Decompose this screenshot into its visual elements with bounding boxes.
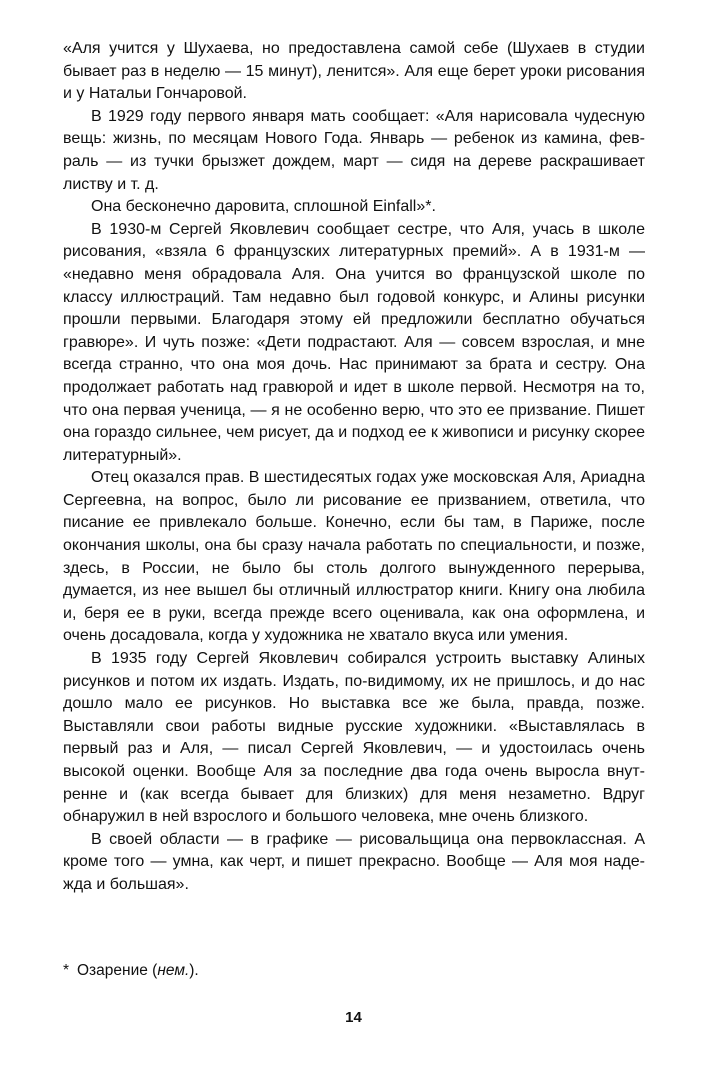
footnote bbox=[63, 960, 645, 982]
paragraph-3: Она бесконечно даровита, сплошной Einfall»*. bbox=[91, 198, 436, 216]
footnote-text: Озарение ( bbox=[77, 962, 158, 979]
footnote-mark: * bbox=[63, 962, 70, 979]
paragraph-7: В своей области — в графике — рисовальщица она первоклассная. А кроме того — умна, как черт, и пишет прекрасно. Вообще — Аля моя надежда и большая». bbox=[63, 830, 645, 893]
page-number: 14 bbox=[345, 1009, 362, 1026]
paragraph-4: В 1930-м Сергей Яковлевич сообщает сестре, что Аля, учась в школе рисования, «взяла 6 французских литературных премий». А в 1931-м — «недавно меня обрадовала Аля. Она учится во французской школе по классу иллюстраций. Там недавно был годовой конкурс, и Алины рисунки прошли первыми. Благодаря этому ей предложили бесплатно обучаться гравюре». И чуть позже: «Дети подрастают. Аля — совсем взрослая, и мне всегда странно, что она моя дочь. Нас принимают за брата и сестру. Она продолжает работать над гравюрой и идет в школе первой. Несмотря на то, что она первая ученица, — я не особенно верю, что это ее призвание. Пишет она гораздо сильнее, чем рисует, да и подход ее к живописи и рисунку скорее литературный». bbox=[63, 220, 645, 464]
paragraph-5: Отец оказался прав. В шестидесятых годах уже московская Аля, Ариадна Сергеевна, на вопрос, было ли рисование ее призванием, ответила, что писание ее привлекало больше. Конечно, если бы там, в Париже, после окончания школы, она бы сразу начала работать по специальности, и позже, здесь, в России, не было бы столь долгого вынужденного перерыва, думается, из нее вышел бы отличный иллюстратор книги. Книгу она любила и, беря ее в руки, всегда прежде всего оценивала, как она оформлена, и очень досадовала, когда у художника не хватало вкуса или умения. bbox=[63, 469, 645, 645]
paragraph-1: «Аля учится у Шухаева, но предоставлена самой себе (Шухаев в студии бывает раз в неделю — 15 минут), ленится». Аля еще берет уроки рисования и у Натальи Гончаровой. bbox=[63, 40, 645, 103]
paragraph-2: В 1929 году первого января мать сообщает: «Аля нарисовала чудесную вещь: жизнь, по месяцам Нового Года. Январь — ребенок из камина, февраль — из тучки брызжет дождем, март — сидя на дереве раскрашивает листву и т. д. bbox=[63, 107, 645, 193]
footnote-lang: нем. bbox=[157, 962, 190, 979]
footnote-close: ). bbox=[189, 962, 199, 979]
main-text bbox=[63, 38, 645, 897]
paragraph-6: В 1935 году Сергей Яковлевич собирался устроить выставку Алиных рисунков и потом их издать. Издать, по-видимому, их не пришлось, и до нас дошло мало ее рисунков. Но выставка все же была, правда, позже. Выставляли свои работы видные русские художники. «Выставлялась в первый раз и Аля, — писал Сергей Яковлевич, — и удостоилась очень высокой оценки. Вообще Аля за последние два года очень выросла внутренне и (как всегда бывает для близких) для меня незаметно. Вдруг обнаружил в ней взрослого и большого человека, мне очень близкого. bbox=[63, 650, 645, 826]
